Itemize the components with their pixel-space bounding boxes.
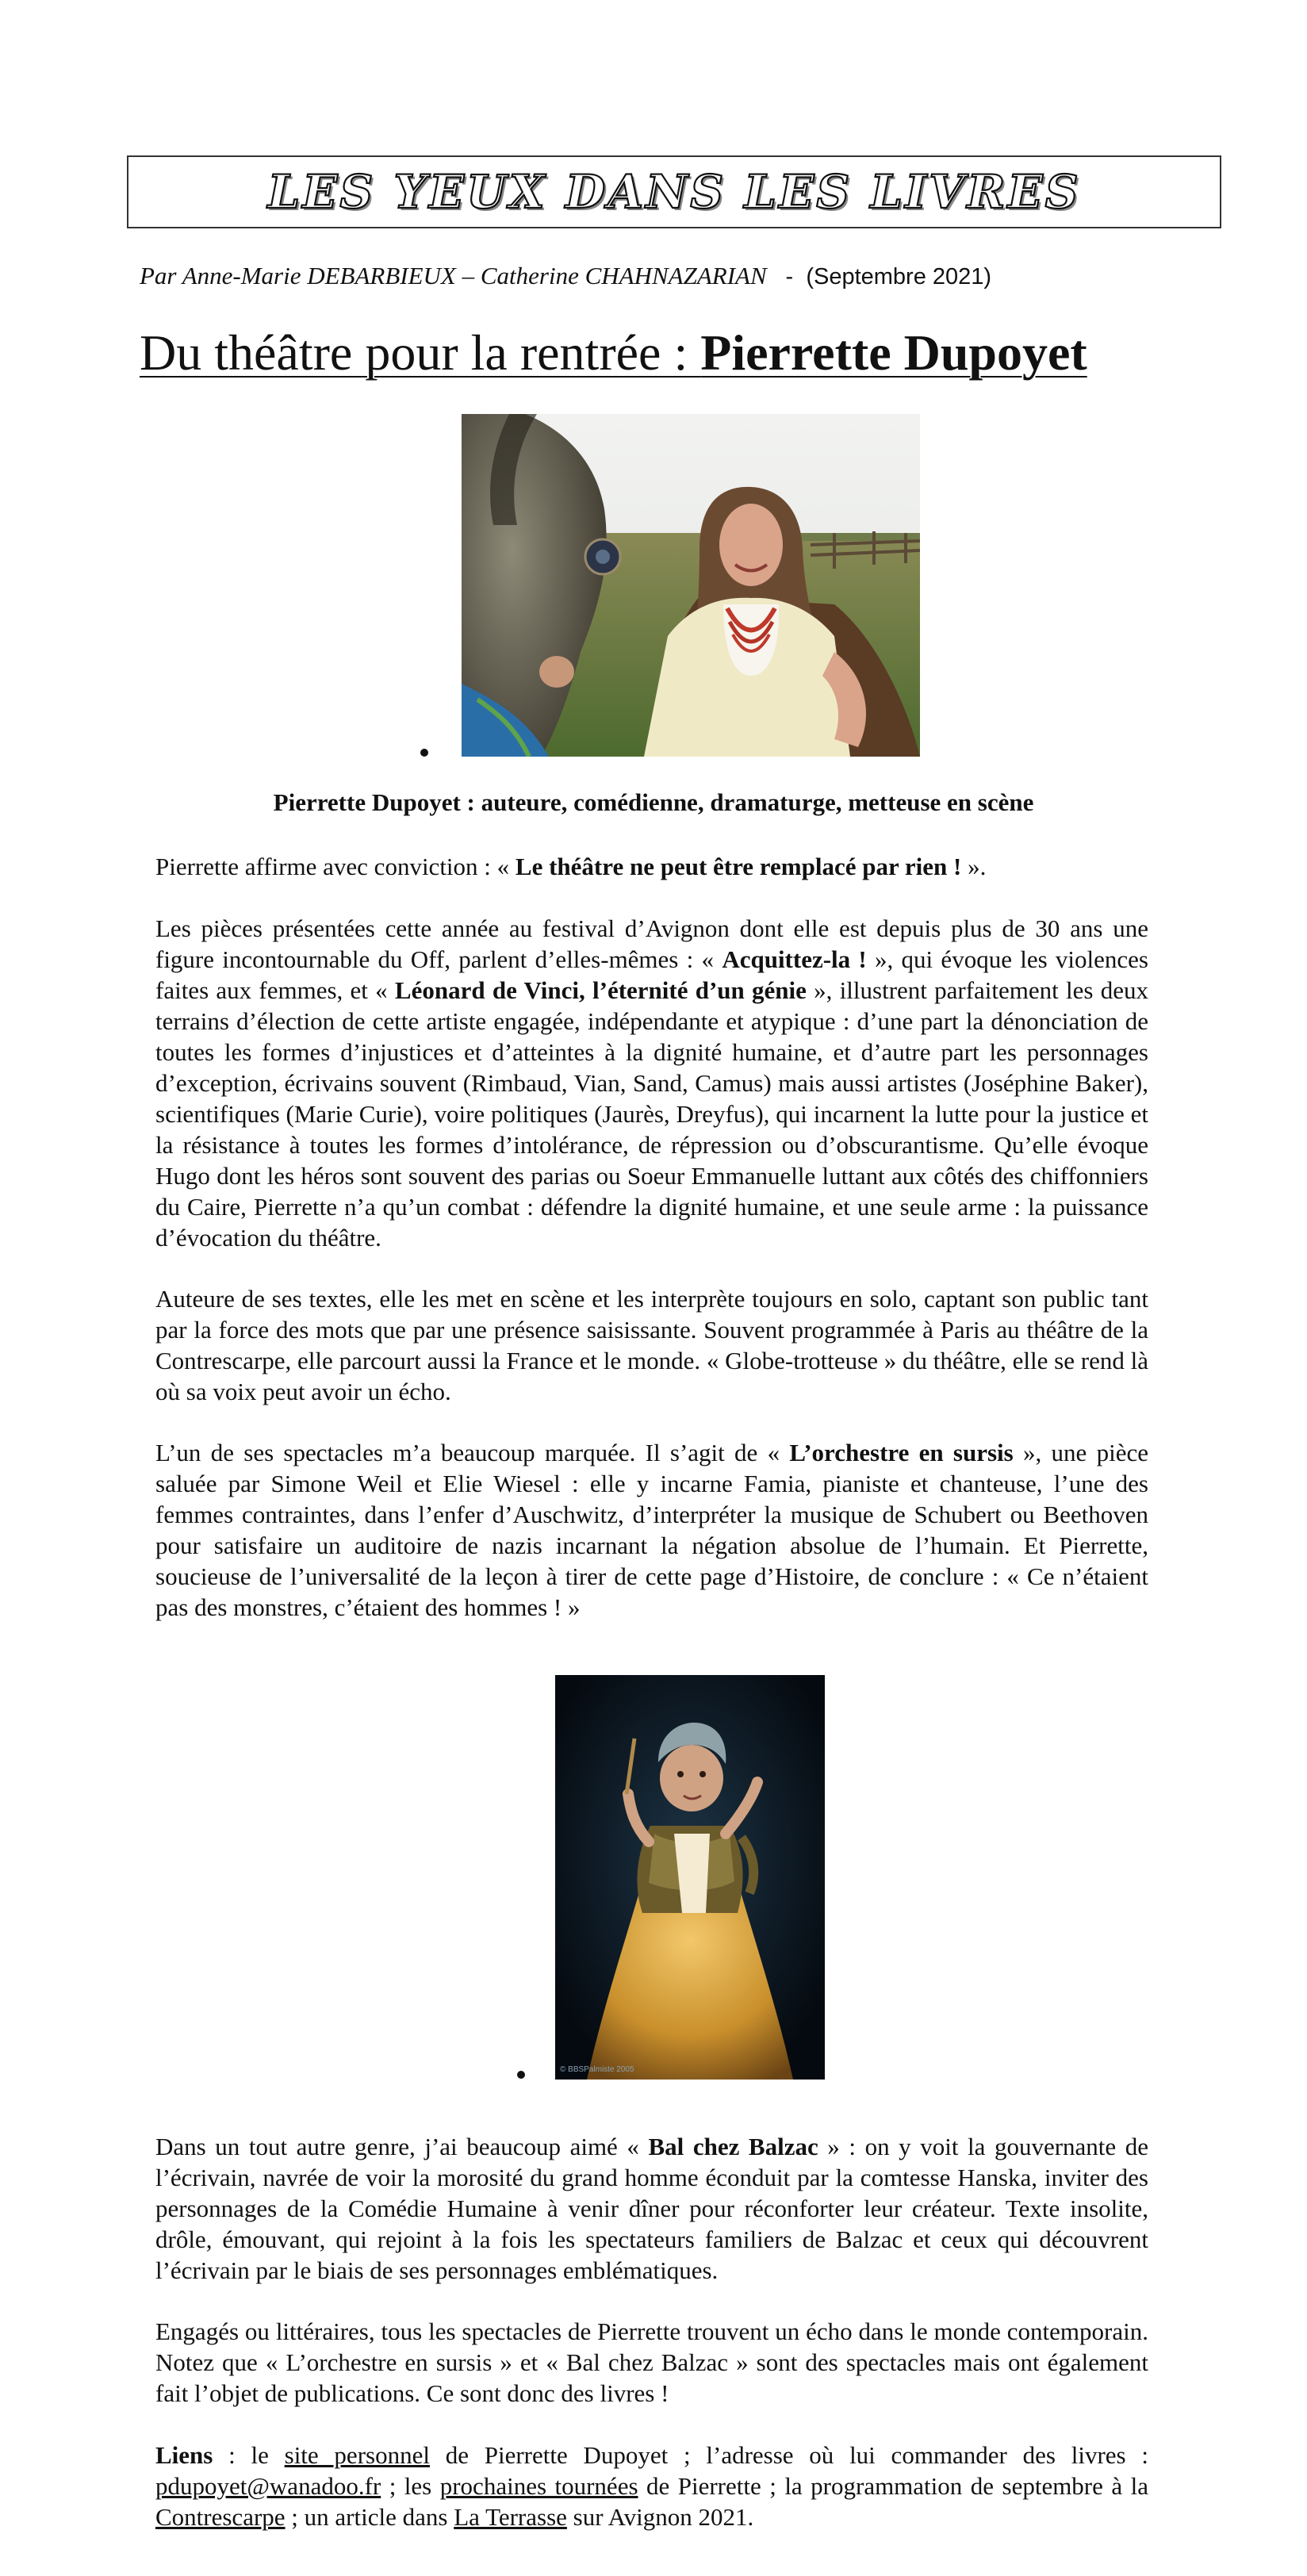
photo-caption: Pierrette Dupoyet : auteure, comédienne, dramaturge, metteuse en scène — [273, 788, 1034, 816]
site-personnel-link[interactable]: site personnel — [284, 2441, 430, 2469]
text: ». — [961, 853, 987, 880]
emphasis: Le théâtre ne peut être remplacé par rien ! — [515, 853, 962, 880]
play-title: Léonard de Vinci, l’éternité d’un génie — [394, 976, 807, 1004]
play-title: L’orchestre en sursis — [789, 1439, 1014, 1466]
paragraph-4 — [155, 1437, 1148, 1623]
article-title-prefix: Du théâtre pour la rentrée : — [140, 324, 701, 381]
text: Les pièces présentées cette année au festival d’Avignon dont elle est depuis plus de 30 ans une figure incontournable du Off, parlent d’elles-mêmes : « — [155, 914, 1148, 973]
masthead-box — [127, 155, 1221, 228]
paragraph-5 — [155, 2131, 1148, 2286]
text: », une pièce saluée par Simone Weil et Elie Wiesel : elle y incarne Famia, pianiste et chanteuse, l’une des femmes contraintes, dans l’enfer d’Auschwitz, d’interpréter la musique de Schubert ou Beethoven pour satisfaire un auditoire de nazis incarnant la négation absolue de l’humain. Et Pierrette, soucieuse de l’universalité de la leçon à tirer de cette page d’Histoire, de conclure : « Ce n’étaient pas des monstres, c’étaient des hommes ! » — [155, 1439, 1148, 1621]
byline-authors: Par Anne-Marie DEBARBIEUX – Catherine CHAHNAZARIAN — [140, 262, 767, 289]
text: ; les — [381, 2472, 440, 2500]
stage-photo — [555, 1675, 825, 2080]
byline — [140, 262, 991, 290]
byline-date: (Septembre 2021) — [806, 264, 992, 289]
email-link[interactable]: pdupoyet@wanadoo.fr — [155, 2472, 381, 2500]
text: ; un article dans — [285, 2503, 454, 2531]
text: Pierrette affirme avec conviction : « — [155, 853, 516, 880]
bullet — [517, 2071, 525, 2079]
contrescarpe-link[interactable]: Contrescarpe — [155, 2503, 286, 2531]
stage-photo-illustration — [555, 1675, 825, 2080]
play-title: Bal chez Balzac — [648, 2133, 818, 2160]
masthead-title: LES YEUX DANS LES LIVRES — [267, 165, 1081, 219]
text: », illustrent parfaitement les deux terrains d’élection de cette artiste engagée, indépendante et atypique : d’une part la dénonciation de toutes les formes d’injustices et d’atteintes à la dignité humaine, et d’autre part les personnages d’exception, écrivains souvent (Rimbaud, Vian, Sand, Camus) mais aussi artistes (Joséphine Baker), scientifiques (Marie Curie), voire politiques (Jaurès, Dreyfus), qui incarnent la lutte pour la justice et la résistance à toutes les formes d’intolérance, de répression ou d’obscurantisme. Qu’elle évoque Hugo dont les héros sont souvent des parias ou Soeur Emmanuelle luttant aux côtés des chiffonniers du Caire, Pierrette n’a qu’un combat : défendre la dignité humaine, et une seule arme : la puissance d’évocation du théâtre. — [155, 976, 1148, 1252]
text: sur Avignon 2021. — [566, 2503, 754, 2531]
text: », qui évoque les violences faites aux femmes, et « — [155, 945, 1148, 1004]
la-terrasse-link[interactable]: La Terrasse — [454, 2503, 567, 2531]
text: L’un de ses spectacles m’a beaucoup marquée. Il s’agit de « — [155, 1439, 790, 1466]
text: » : on y voit la gouvernante de l’écrivain, navrée de voir la morosité du grand homme éconduit par la comtesse Hanska, inviter des personnages de la Comédie Humaine à venir dîner pour réconforter leur créateur. Texte insolite, drôle, émouvant, qui rejoint à la fois les spectateurs familiers de Balzac et ceux qui découvrent l’écrivain par le biais de ses personnages emblématiques. — [155, 2133, 1148, 2284]
text: de Pierrette ; la programmation de septembre à la — [638, 2472, 1148, 2500]
paragraph-2 — [155, 913, 1148, 1253]
tournees-link[interactable]: prochaines tournées — [439, 2472, 638, 2500]
paragraph-1 — [155, 851, 1148, 882]
text: : le — [213, 2441, 285, 2469]
paragraph-6: Engagés ou littéraires, tous les spectacles de Pierrette trouvent un écho dans le monde contemporain. Notez que « L’orchestre en sursis » et « Bal chez Balzac » sont des spectacles mais ont également fait l’objet de publications. Ce sont donc des livres ! — [155, 2317, 1148, 2407]
photo-credit: © BBSPalmiste 2005 — [560, 2065, 634, 2074]
play-title: Acquittez-la ! — [722, 945, 867, 973]
article-title-name: Pierrette Dupoyet — [700, 324, 1087, 381]
links-label: Liens — [155, 2441, 213, 2469]
byline-separator: - — [785, 264, 794, 289]
text: Dans un tout autre genre, j’ai beaucoup aimé « — [155, 2133, 649, 2160]
paragraph-3: Auteure de ses textes, elle les met en scène et les interprète toujours en solo, captant son public tant par la force des mots que par une présence saisissante. Souvent programmée à Paris au théâtre de la Contrescarpe, elle parcourt aussi la France et le monde. « Globe-trotteuse » du théâtre, elle se rend là où sa voix peut avoir un écho. — [155, 1285, 1148, 1405]
article-title — [140, 324, 1087, 382]
bullet — [420, 749, 428, 757]
portrait-photo — [462, 414, 920, 757]
links-paragraph — [155, 2440, 1148, 2532]
portrait-photo-illustration — [462, 414, 920, 757]
text: de Pierrette Dupoyet ; l’adresse où lui commander des livres : — [429, 2441, 1148, 2469]
